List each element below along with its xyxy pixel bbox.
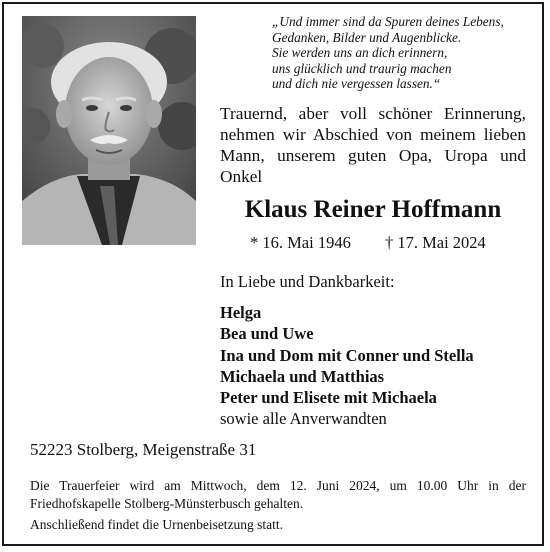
- mourners-list: [220, 302, 474, 430]
- mourner: Michaela und Matthias: [220, 366, 385, 386]
- birth-date: * 16. Mai 1946: [250, 233, 351, 252]
- mourner: Peter und Elisete mit Michaela: [220, 388, 437, 408]
- intro-line: Onkel: [220, 167, 263, 186]
- life-dates: [250, 233, 486, 253]
- quote-line: Gedanken, Bilder und Augenblicke.: [272, 29, 462, 45]
- portrait-photo: [22, 16, 196, 245]
- love-line: In Liebe und Dankbarkeit:: [220, 272, 395, 291]
- quote-line: „Und immer sind da Spuren deines Lebens,: [272, 14, 504, 29]
- quote-line: Sie werden uns an dich erinnern,: [272, 45, 448, 61]
- service-line: Die Trauerfeier wird am Mittwoch, dem 12. Juni 2024, um 10.00 Uhr in der: [30, 478, 526, 493]
- mourners-closing: sowie alle Anverwandten: [220, 409, 387, 429]
- intro-line: nehmen wir Abschied von meinem lieben: [220, 125, 526, 144]
- mourner: Ina und Dom mit Conner und Stella: [220, 345, 474, 365]
- intro-line: Mann, unserem guten Opa, Uropa und: [220, 146, 526, 165]
- portrait-image: [22, 16, 196, 245]
- death-date: † 17. Mai 2024: [384, 233, 486, 252]
- quote-line: uns glücklich und traurig machen: [272, 60, 452, 76]
- deceased-name: Klaus Reiner Hoffmann: [244, 196, 502, 223]
- memorial-quote: [272, 14, 532, 92]
- mourner: Bea und Uwe: [220, 324, 314, 344]
- mourner: Helga: [220, 303, 262, 322]
- urn-note: Anschließend findet die Urnenbeisetzung statt.: [30, 517, 284, 532]
- service-info: [30, 477, 526, 513]
- farewell-intro: [220, 103, 526, 187]
- service-line: Friedhofskapelle Stolberg-Münsterbusch gehalten.: [30, 496, 304, 511]
- quote-line: und dich nie vergessen lassen.“: [272, 76, 441, 92]
- address: 52223 Stolberg, Meigenstraße 31: [30, 440, 257, 459]
- intro-line: Trauernd, aber voll schöner Erinnerung,: [220, 104, 526, 123]
